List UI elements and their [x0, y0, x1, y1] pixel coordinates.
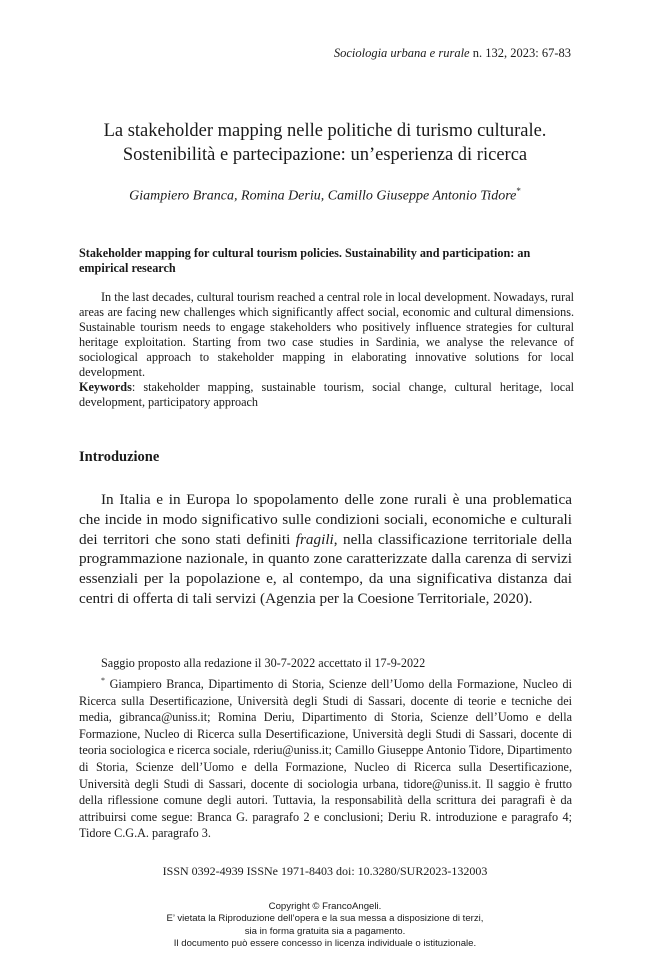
copyright-line-2: E’ vietata la Riproduzione dell’opera e la sua messa a disposizione di terzi, — [166, 913, 484, 925]
article-title — [60, 119, 590, 167]
keywords — [79, 380, 574, 410]
keywords-label: Keywords — [79, 380, 132, 394]
author-names: Giampiero Branca, Romina Deriu, Camillo Giuseppe Antonio Tidore — [129, 188, 517, 204]
article-title-line-2: Sostenibilità e partecipazione: un’esperienza di ricerca — [122, 145, 528, 165]
author-list — [60, 186, 590, 205]
footnote-author-text: Giampiero Branca, Dipartimento di Storia, Scienze dell’Uomo della Formazione, Nucleo di Ricerca sulla Desertificazione, Università degli Studi di Sassari, docente di teorie e tecniche dei media, gibranca@uniss.it; Romina Deriu, Dipartimento di Storia, Scienze dell’Uomo e della Formazione, Nucleo di Ricerca sulla Desertificazione, Università degli Studi di Sassari, docente di teoria sociologica e ricerca sociale, rderiu@uniss.it; Camillo Giuseppe Antonio Tidore, Dipartimento di Storia, Scienze dell’Uomo e della Formazione, Nucleo di Ricerca sulla Desertificazione, Università degli Studi di Sassari, docente di sociologia urbana, tidore@uniss.it. Il saggio è frutto della riflessione comune degli autori. Tuttavia, la responsabilità della scrittura dei paragrafi è da attribuirsi come segue: Branca G. paragrafo 2 e conclusioni; Deriu R. introduzione e paragrafo 4; Tidore C.G.A. paragrafo 3. — [79, 677, 572, 841]
introduction-emphasis: fragili — [295, 530, 334, 548]
running-header — [334, 46, 571, 61]
section-heading-introduzione: Introduzione — [79, 449, 160, 465]
issn-doi-line: ISSN 0392-4939 ISSNe 1971-8403 doi: 10.3280/SUR2023-132003 — [162, 864, 488, 878]
introduction-text-1: In Italia e in Europa lo spopolamento delle zone rurali è una problematica che incide in modo significativo sulle condizioni sociali, economiche e culturali dei territori che sono stati definiti — [79, 491, 572, 548]
copyright-line-3: sia in forma gratuita sia a pagamento. — [244, 925, 406, 937]
author-footnote-marker: * — [516, 186, 521, 196]
introduction-text-2: , nella classificazione territoriale della programmazione nazionale, in quanto zone caratterizzate dalla carenza di servizi essenziali per la popolazione e, al contempo, da una significativa distanza dai centri di offerta di tali servizi (Agenzia per la Coesione Territoriale, 2020). — [79, 530, 572, 607]
article-title-line-1: La stakeholder mapping nelle politiche di turismo culturale. — [103, 121, 547, 141]
footnote-author-affiliations — [79, 673, 572, 842]
footnote-submission-dates: Saggio proposto alla redazione il 30-7-2022 accettato il 17-9-2022 — [101, 656, 426, 670]
journal-name: Sociologia urbana e rurale — [333, 46, 470, 60]
copyright-line-1: Copyright © FrancoAngeli. — [268, 901, 382, 912]
copyright-notice — [0, 901, 650, 951]
keywords-list: : stakeholder mapping, sustainable tourism, social change, cultural heritage, local development, participatory approach — [79, 380, 574, 409]
introduction-paragraph — [79, 490, 572, 609]
journal-issue: n. 132, 2023: 67-83 — [469, 46, 571, 60]
copyright-line-4: Il documento può essere concesso in licenza individuale o istituzionale. — [173, 938, 477, 950]
footnote-marker: * — [101, 676, 105, 685]
abstract-title: Stakeholder mapping for cultural tourism policies. Sustainability and participation: an empirical research — [79, 246, 531, 275]
abstract-text: In the last decades, cultural tourism reached a central role in local development. Nowadays, rural areas are facing new challenges which significantly affect social, economic and cultural dimensions. Sustainable tourism needs to engage stakeholders who positively influence strategies for cultural heritage exploitation. Starting from two case studies in Sardinia, we analyse the relevance of sociological approach to stakeholder mapping in elaborating innovative solutions for local development. — [79, 290, 574, 379]
